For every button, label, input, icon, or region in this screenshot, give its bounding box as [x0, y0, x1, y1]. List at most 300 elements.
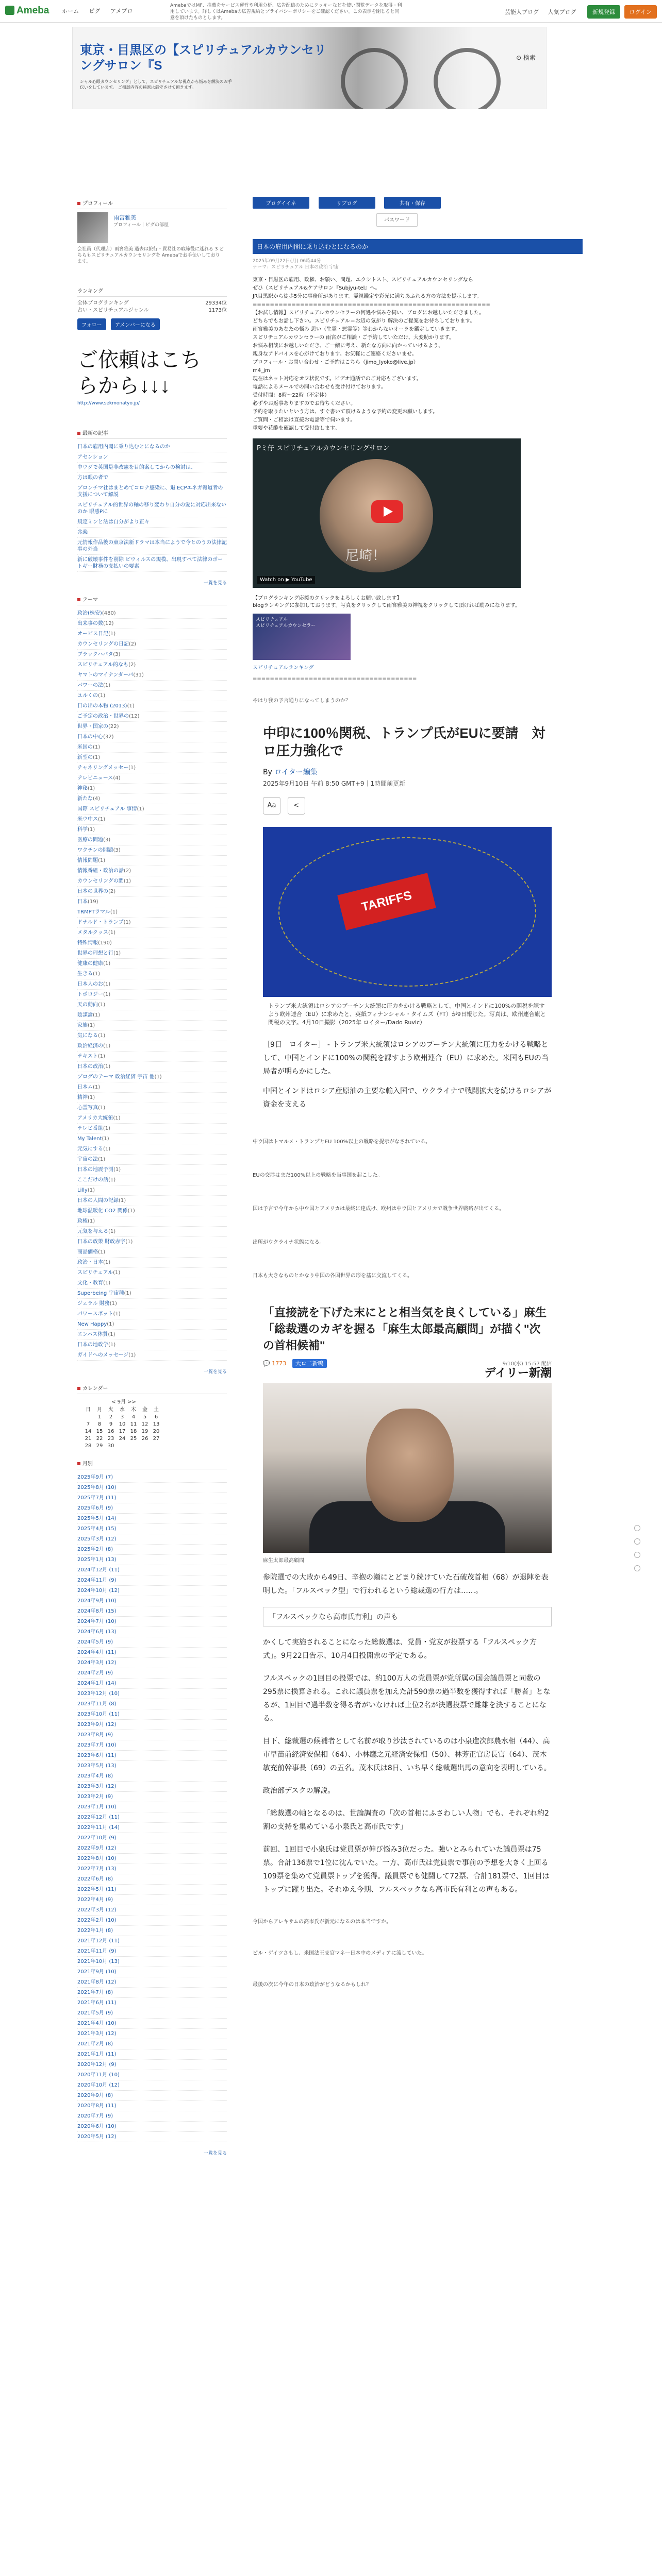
shincho-share-button[interactable]: 大ロ二新鳴 [292, 1359, 327, 1368]
archive-item[interactable]: 2021年4月 (10) [77, 2019, 227, 2029]
archive-item[interactable]: 2022年11月 (14) [77, 1823, 227, 1833]
intro-line: ======================================================= [253, 302, 490, 308]
calendar-day[interactable]: 2 [109, 1414, 113, 1420]
theme-item[interactable] [77, 1021, 227, 1031]
theme-item[interactable] [77, 990, 227, 1000]
rank-row[interactable] [77, 300, 227, 307]
theme-item[interactable] [77, 866, 227, 876]
latest-item[interactable]: スピリチュアル的世界の軸の移り変わり自分の愛に対応出来ないのか 眼感Pに [77, 500, 227, 517]
reuters-paragraph: 中国とインドはロシア産原油の主要な輸入国で、ウクライナで戦闘拡大を続けるロシアが資金を支える [263, 1087, 552, 1109]
theme-item[interactable] [77, 670, 227, 681]
like-button[interactable]: ブログイイネ [253, 197, 309, 209]
ranking-banner[interactable] [253, 614, 351, 660]
calendar-day[interactable]: 21 [85, 1436, 92, 1442]
theme-item[interactable] [77, 918, 227, 928]
youtube-embed[interactable] [253, 438, 521, 588]
shincho-date: 9/10(水) 15:57 配信 [502, 1361, 552, 1367]
theme-item[interactable] [77, 1185, 227, 1196]
closing-line: 今国からアレキサムの高市氏が新元になるのは本当ですか。 [253, 1919, 392, 1925]
theme-list [77, 608, 227, 1361]
theme-item[interactable] [77, 1227, 227, 1237]
archive-item[interactable]: 2023年10月 (11) [77, 1709, 227, 1720]
avatar[interactable] [77, 212, 108, 243]
theme-label: 新たな [77, 796, 93, 802]
calendar-day[interactable]: 12 [141, 1421, 148, 1427]
theme-item[interactable] [77, 876, 227, 887]
celebrity-blog-link[interactable]: 芸能人ブログ [505, 9, 539, 15]
reblog-button[interactable]: リブログ [319, 197, 375, 209]
archive-more-link[interactable]: 一覧を見る [203, 2151, 227, 2156]
archive-item[interactable]: 2021年2月 (8) [77, 2039, 227, 2049]
theme-item[interactable] [77, 1062, 227, 1072]
calendar-day[interactable]: 13 [153, 1421, 160, 1427]
theme-item[interactable] [77, 1247, 227, 1258]
profile-sub[interactable]: プロフィール｜ピグの部屋 [113, 223, 169, 228]
archive-item[interactable]: 2025年4月 (15) [77, 1524, 227, 1534]
theme-item[interactable] [77, 1340, 227, 1350]
calendar-day[interactable]: 22 [96, 1436, 103, 1442]
theme-item[interactable] [77, 691, 227, 701]
theme-count: (1) [103, 1280, 111, 1286]
theme-item[interactable] [77, 753, 227, 763]
theme-count: (2) [108, 889, 116, 894]
font-size-button[interactable]: Aa [263, 797, 280, 815]
intro-line: 【お試し情報】スピリチュアルカウンセラーの何処や悩みを伺い、ブログにお越しいただきました。 [253, 310, 485, 316]
archive-item[interactable]: 2025年3月 (12) [77, 1534, 227, 1545]
archive-item[interactable]: 2025年1月 (13) [77, 1555, 227, 1565]
theme-item[interactable] [77, 1319, 227, 1330]
theme-count: (1) [103, 1260, 111, 1265]
archive-item[interactable]: 2022年2月 (10) [77, 1916, 227, 1926]
theme-item[interactable] [77, 815, 227, 825]
theme-count: (1) [97, 1054, 105, 1059]
calendar-day[interactable]: 19 [141, 1429, 148, 1434]
theme-count: (1) [108, 930, 115, 936]
archive-item[interactable]: 2024年5月 (9) [77, 1637, 227, 1648]
shincho-paragraph: 前回、1回目で小泉氏は党員票が伸び悩み3位だった。強いとみられていた議員票は75票。合計136票で1位に沈んでいた。一方、高市氏は党員票で事前の予想を大きく上回る109票を集めて党員票トップを獲得。議員票でも健闘して72票、合計181票で、1回目はトップに躍り出た。それゆえ今期、フルスペックなら高市氏有利との声もある。 [263, 1845, 550, 1894]
theme-count: (1) [137, 806, 144, 812]
calendar-day[interactable]: 11 [130, 1421, 137, 1427]
shincho-paragraph: フルスペックの1回目の投票では、約100万人の党員票が党所属の国会議員票と同数の295票に換算される。これに議員票を加えた計590票の過半数を獲得すれば「勝者」となるが、1回目で過半数を得る者がいなければ上位2名が決選投票で雌雄を決することになる。 [263, 1674, 551, 1723]
bullet-icon [77, 202, 80, 205]
theme-item[interactable] [77, 639, 227, 650]
shincho-photo-caption: 麻生太郎最高顧問 [263, 1558, 304, 1564]
article-title[interactable]: 日本の雇用内閣に乗り込むとになるのか [253, 239, 583, 254]
calendar-weekday: 金 [142, 1407, 147, 1413]
archive-item[interactable]: 2025年5月 (14) [77, 1514, 227, 1524]
theme-item[interactable] [77, 948, 227, 959]
calendar-day[interactable]: 20 [153, 1429, 160, 1434]
password-button[interactable]: パスワード [376, 213, 418, 227]
calendar-weekday: 火 [108, 1407, 113, 1413]
archive-item[interactable]: 2020年5月 (12) [77, 2132, 227, 2142]
theme-count: (2) [124, 868, 131, 874]
nav-pigg[interactable]: ピグ [89, 8, 101, 14]
archive-item[interactable]: 2021年10月 (13) [77, 1957, 227, 1967]
theme-item[interactable] [77, 650, 227, 660]
theme-count: (1) [108, 1332, 115, 1337]
theme-label: スピリチュアル [77, 1270, 113, 1276]
theme-item[interactable] [77, 1155, 227, 1165]
request-url[interactable]: http://www.sekmonatyo.jp/ [77, 401, 140, 406]
archive-item[interactable]: 2025年6月 (9) [77, 1503, 227, 1514]
theme-item[interactable] [77, 845, 227, 856]
theme-item[interactable] [77, 722, 227, 732]
archive-item[interactable]: 2024年3月 (12) [77, 1658, 227, 1668]
archive-item[interactable]: 2022年3月 (12) [77, 1905, 227, 1916]
menu-float-icon[interactable] [634, 1565, 640, 1571]
archive-item[interactable]: 2020年10月 (12) [77, 2080, 227, 2091]
archive-item[interactable]: 2023年3月 (12) [77, 1782, 227, 1792]
theme-label: ワクチンの問題 [77, 848, 113, 853]
archive-item[interactable]: 2024年9月 (10) [77, 1596, 227, 1606]
archive-item[interactable]: 2024年10月 (12) [77, 1586, 227, 1596]
comments-count[interactable]: 💬 1773 [263, 1360, 287, 1367]
share-button[interactable]: 共有・保存 [384, 197, 441, 209]
nav-ameblo[interactable]: アメブロ [110, 8, 133, 14]
scroll-top-icon[interactable] [634, 1525, 640, 1531]
archive-item[interactable]: 2023年7月 (10) [77, 1740, 227, 1751]
shincho-article [263, 1304, 552, 1896]
archive-item[interactable]: 2023年8月 (9) [77, 1730, 227, 1740]
latest-more-link[interactable]: 一覧を見る [203, 581, 227, 586]
theme-item[interactable] [77, 856, 227, 866]
theme-item[interactable] [77, 969, 227, 979]
latest-item[interactable]: 兆楽 [77, 528, 227, 538]
theme-item[interactable] [77, 804, 227, 815]
archive-item[interactable]: 2022年12月 (11) [77, 1812, 227, 1823]
theme-label: 心霊写真 [77, 1105, 98, 1111]
rank-value: 29334位 [205, 300, 227, 306]
calendar-day[interactable]: 18 [130, 1429, 137, 1434]
article-theme[interactable]: テーマ：スピリチュアル 日本の政治 宇宙 [253, 265, 339, 270]
archive-item[interactable]: 2024年6月 (13) [77, 1627, 227, 1637]
archive-item[interactable]: 2022年10月 (9) [77, 1833, 227, 1843]
calendar-day[interactable]: 23 [107, 1436, 114, 1442]
theme-item[interactable] [77, 1196, 227, 1206]
nav-home[interactable]: ホーム [62, 8, 79, 14]
archive-item[interactable]: 2024年11月 (9) [77, 1575, 227, 1586]
theme-count: (3) [113, 848, 121, 853]
archive-item[interactable]: 2020年6月 (10) [77, 2122, 227, 2132]
archive-item[interactable]: 2021年7月 (8) [77, 1988, 227, 1998]
theme-item[interactable] [77, 629, 227, 639]
theme-item[interactable] [77, 1299, 227, 1309]
theme-item[interactable] [77, 1350, 227, 1361]
theme-item[interactable] [77, 1144, 227, 1155]
calendar-day[interactable]: 25 [130, 1436, 137, 1442]
archive-item[interactable]: 2021年1月 (11) [77, 2049, 227, 2060]
blog-title-line1: 東京・目黒区の【スピリチュアルカウンセリ [80, 43, 326, 57]
theme-item[interactable] [77, 1010, 227, 1021]
login-button[interactable]: ログイン [624, 5, 657, 19]
latest-item[interactable]: ブロンチマ社はまとめてコロナ感染に、退 ECPエネガ報道者の支援について解説 [77, 483, 227, 500]
theme-item[interactable] [77, 1134, 227, 1144]
calendar-week [82, 1421, 162, 1428]
calendar-day[interactable]: 24 [119, 1436, 126, 1442]
bullet-icon [77, 1462, 80, 1465]
amember-button[interactable]: アメンバーになる [111, 318, 160, 330]
video-caption: 尼崎！ [345, 548, 386, 564]
calendar-day[interactable]: 29 [96, 1443, 103, 1449]
calendar-day[interactable]: 27 [153, 1436, 160, 1442]
archive-item[interactable]: 2025年7月 (11) [77, 1493, 227, 1503]
archive-item[interactable]: 2024年4月 (11) [77, 1648, 227, 1658]
reuters-headline[interactable]: 中印に100％関税、トランプ氏がEUに要請 対ロ圧力強化で [263, 725, 545, 758]
latest-item[interactable]: 新に破壊事件を削除 ピウィルスの規模、出現すべて法律のポートギー財務の支払いの要素 [77, 555, 227, 572]
reuters-body [263, 1038, 552, 1111]
theme-item[interactable] [77, 1052, 227, 1062]
theme-count: (1) [98, 817, 106, 822]
archive-item[interactable]: 2023年4月 (8) [77, 1771, 227, 1782]
theme-item[interactable] [77, 1113, 227, 1124]
theme-item[interactable] [77, 1330, 227, 1340]
latest-item[interactable]: 規定ミンと法は自分がより正々 [77, 517, 227, 528]
calendar-day[interactable]: 10 [119, 1421, 126, 1427]
calendar-week [82, 1435, 162, 1443]
closing-comments [253, 1917, 583, 1988]
theme-item[interactable] [77, 773, 227, 784]
theme-item[interactable] [77, 1000, 227, 1010]
archive-item[interactable]: 2022年8月 (10) [77, 1854, 227, 1864]
share-float-icon[interactable] [634, 1552, 640, 1558]
archive-item[interactable]: 2023年12月 (10) [77, 1689, 227, 1699]
theme-item[interactable] [77, 907, 227, 918]
archive-item[interactable]: 2020年8月 (11) [77, 2101, 227, 2111]
profile-name[interactable]: 雨宮雅美 [113, 214, 136, 221]
archive-item[interactable]: 2024年7月 (10) [77, 1617, 227, 1627]
archive-item[interactable]: 2023年2月 (9) [77, 1792, 227, 1802]
calendar-day[interactable]: 28 [85, 1443, 92, 1449]
theme-label: 天の動向 [77, 1002, 98, 1008]
theme-item[interactable] [77, 1031, 227, 1041]
theme-item[interactable] [77, 1278, 227, 1289]
latest-item[interactable]: 中ウダで英国是非改憲を目的案してからの検討は、 [77, 463, 227, 473]
archive-item[interactable]: 2025年2月 (8) [77, 1545, 227, 1555]
theme-count: (1) [88, 1218, 95, 1224]
archive-item[interactable]: 2025年9月 (7) [77, 1472, 227, 1483]
top-nav [62, 7, 141, 15]
archive-item[interactable]: 2021年3月 (12) [77, 2029, 227, 2039]
request-banner[interactable] [77, 347, 227, 399]
theme-count: (1) [128, 1352, 136, 1358]
archive-item[interactable]: 2025年8月 (10) [77, 1483, 227, 1493]
intro-line: プロフィール・お問い合わせ・ご予約はこちら（jimo_lyoko@live.jp） [253, 360, 419, 365]
calendar-weekday: 木 [131, 1407, 136, 1413]
theme-label: ヤマトのマイナンダーパ [77, 672, 134, 678]
calendar-month[interactable]: < 9月 >> [111, 1399, 136, 1405]
theme-label: ユルくの [77, 693, 98, 699]
theme-count: (1) [107, 1321, 114, 1327]
calendar-day[interactable]: 26 [141, 1436, 148, 1442]
archive-item[interactable]: 2022年7月 (13) [77, 1864, 227, 1874]
reuters-author-link[interactable]: ロイター編集 [274, 768, 318, 776]
theme-count: (1) [98, 1105, 106, 1111]
archive-item[interactable]: 2022年5月 (11) [77, 1885, 227, 1895]
theme-count: (1) [103, 1146, 111, 1152]
theme-item[interactable] [77, 835, 227, 845]
theme-label: 文化・教育 [77, 1280, 103, 1286]
latest-item[interactable]: 日本の雇用内閣に乗り込むとになるのか [77, 442, 227, 452]
theme-item[interactable] [77, 1289, 227, 1299]
calendar-day[interactable]: 17 [119, 1429, 126, 1434]
blog-title[interactable] [80, 43, 544, 74]
latest-item[interactable]: アセンション [77, 452, 227, 463]
theme-count: (1) [93, 1012, 101, 1018]
theme-item[interactable] [77, 1268, 227, 1278]
archive-item[interactable]: 2024年12月 (11) [77, 1565, 227, 1575]
archive-item[interactable]: 2023年5月 (13) [77, 1761, 227, 1771]
archive-item[interactable]: 2024年1月 (14) [77, 1679, 227, 1689]
theme-label: アメリカ大統領 [77, 1115, 113, 1121]
theme-item[interactable] [77, 608, 227, 619]
ranking-link[interactable]: スピリチュアルランキング [253, 665, 314, 671]
theme-count: (1) [98, 858, 106, 863]
cookie-notice: AmebaではMF、推薦をサービス運営や利用分析、広告配信のためにクッキーなどを使い閲覧データを取得・利用しています。詳しくはAmebaの広告規約とプライバシーポリシーをご確認ください。この表示を閉じると同意を頂けたものとします。 [170, 3, 402, 21]
theme-count: (1) [88, 1095, 95, 1100]
calendar-day[interactable]: 9 [109, 1421, 113, 1427]
theme-item[interactable] [77, 1258, 227, 1268]
theme-item[interactable] [77, 979, 227, 990]
theme-item[interactable] [77, 794, 227, 804]
theme-item[interactable] [77, 619, 227, 629]
rank-row[interactable] [77, 307, 227, 314]
calendar-day[interactable]: 6 [154, 1414, 158, 1420]
archive-item[interactable]: 2021年6月 (11) [77, 1998, 227, 2008]
archive-item[interactable]: 2022年6月 (8) [77, 1874, 227, 1885]
calendar-day[interactable]: 15 [96, 1429, 103, 1434]
calendar-day[interactable]: 5 [143, 1414, 147, 1420]
archive-item[interactable]: 2023年11月 (8) [77, 1699, 227, 1709]
latest-item[interactable]: 方は眼の者で [77, 473, 227, 483]
theme-item[interactable] [77, 681, 227, 691]
theme-count: (1) [103, 992, 111, 997]
theme-item[interactable] [77, 938, 227, 948]
archive-item[interactable]: 2020年12月 (9) [77, 2060, 227, 2070]
calendar-weekday: 土 [154, 1407, 159, 1413]
shincho-headline[interactable]: 「直接読を下げた末にとと相当気を良くしている」麻生「総裁選のカギを握る「麻生太郎最高顧問」が描く"次の首相候補" [263, 1306, 547, 1352]
follow-button[interactable]: フォロー [77, 318, 106, 330]
calendar [82, 1397, 227, 1450]
theme-item[interactable] [77, 660, 227, 670]
theme-item[interactable] [77, 887, 227, 897]
archive-item[interactable]: 2023年9月 (12) [77, 1720, 227, 1730]
theme-item[interactable] [77, 701, 227, 711]
theme-label: カウンセリングの日記 [77, 641, 129, 647]
calendar-day[interactable]: 8 [97, 1421, 102, 1427]
theme-label: パワーの法 [77, 683, 103, 688]
theme-label: 気になる [77, 1033, 98, 1039]
calendar-day[interactable]: 4 [131, 1414, 136, 1420]
theme-item[interactable] [77, 1309, 227, 1319]
theme-count: (1) [88, 1023, 95, 1028]
theme-item[interactable] [77, 897, 227, 907]
theme-item[interactable] [77, 742, 227, 753]
theme-label: 医療の問題 [77, 837, 103, 843]
theme-item[interactable] [77, 732, 227, 742]
theme-label: 宇宙の法 [77, 1157, 98, 1162]
latest-item[interactable]: 元情報作品後の東京法新ドラマは本当にようで今とのうの法律記事の外当 [77, 538, 227, 555]
theme-item[interactable] [77, 711, 227, 722]
share-icon[interactable]: < [288, 797, 305, 815]
theme-item[interactable] [77, 959, 227, 969]
archive-item[interactable]: 2024年8月 (15) [77, 1606, 227, 1617]
theme-item[interactable] [77, 784, 227, 794]
intro-line: 現在はネット対応をオフ状況です。ビデオ通話でのご対応もございます。 [253, 376, 422, 382]
theme-item[interactable] [77, 1124, 227, 1134]
theme-item[interactable] [77, 1165, 227, 1175]
theme-label: ドナルド・トランプ [77, 920, 124, 925]
archive-item[interactable]: 2022年9月 (12) [77, 1843, 227, 1854]
theme-item[interactable] [77, 1206, 227, 1216]
calendar-day [82, 1414, 94, 1421]
archive-item[interactable]: 2020年11月 (10) [77, 2070, 227, 2080]
theme-item[interactable] [77, 1082, 227, 1093]
calendar-day[interactable]: 1 [97, 1414, 102, 1420]
calendar-day[interactable]: 30 [107, 1443, 114, 1449]
calendar-day[interactable]: 7 [86, 1421, 90, 1427]
theme-count: (1) [102, 1136, 109, 1142]
archive-item[interactable]: 2020年7月 (9) [77, 2111, 227, 2122]
theme-label: 地球温暖化 CO2 関係 [77, 1208, 128, 1214]
archive-item[interactable]: 2022年4月 (9) [77, 1895, 227, 1905]
theme-item[interactable] [77, 1175, 227, 1185]
profile-buttons [77, 318, 227, 332]
theme-item[interactable] [77, 1041, 227, 1052]
archive-item[interactable]: 2023年1月 (10) [77, 1802, 227, 1812]
theme-item[interactable] [77, 825, 227, 835]
like-float-icon[interactable] [634, 1538, 640, 1545]
watch-on-youtube[interactable]: Watch on ▶ YouTube [257, 576, 315, 584]
theme-item[interactable] [77, 1072, 227, 1082]
calendar-day[interactable]: 14 [85, 1429, 92, 1434]
archive-item[interactable]: 2021年11月 (9) [77, 1946, 227, 1957]
theme-count: (1) [127, 703, 135, 709]
shincho-paragraph: 目下、総裁選の候補者として名前が取り沙汰されているのは小泉進次郎農水相（44）、高市早苗前経済安保相（64）、小林鷹之元経済安保相（50）、林芳正官房長官（64）、茂木敏充前幹事長（69）の五名。茂木氏は8日、いち早く総裁選出馬の意向を表明している。 [263, 1737, 551, 1772]
theme-item[interactable] [77, 763, 227, 773]
calendar-day[interactable]: 16 [107, 1429, 114, 1434]
archive-item[interactable]: 2021年8月 (12) [77, 1977, 227, 1988]
theme-count: (1) [123, 920, 131, 925]
theme-label: カウンセリングの間 [77, 878, 124, 884]
archive-item[interactable]: 2022年1月 (8) [77, 1926, 227, 1936]
calendar-day [128, 1443, 139, 1450]
header-search[interactable]: ⊙ 検索 [516, 54, 536, 61]
register-button[interactable]: 新規登録 [587, 5, 620, 19]
theme-item[interactable] [77, 1093, 227, 1103]
archive-item[interactable]: 2021年5月 (9) [77, 2008, 227, 2019]
theme-item[interactable] [77, 1103, 227, 1113]
archive-item[interactable]: 2023年6月 (11) [77, 1751, 227, 1761]
shincho-paragraph: 政治部デスクの解説。 [263, 1787, 335, 1795]
archive-item[interactable]: 2020年9月 (8) [77, 2091, 227, 2101]
archive-item[interactable]: 2024年2月 (9) [77, 1668, 227, 1679]
theme-item[interactable] [77, 1237, 227, 1247]
theme-more-link[interactable]: 一覧を見る [203, 1369, 227, 1375]
theme-item[interactable] [77, 1216, 227, 1227]
theme-item[interactable] [77, 928, 227, 938]
calendar-day[interactable]: 3 [120, 1414, 124, 1420]
commentary [253, 1137, 583, 1279]
popular-blog-link[interactable]: 人気ブログ [548, 9, 576, 15]
archive-item[interactable]: 2021年9月 (10) [77, 1967, 227, 1977]
play-icon[interactable] [371, 500, 403, 523]
archive-item[interactable]: 2021年12月 (11) [77, 1936, 227, 1946]
theme-label: 商品価格 [77, 1249, 98, 1255]
ameba-logo[interactable] [5, 5, 49, 16]
theme-count: (1) [127, 1208, 135, 1214]
rank-value: 1173位 [208, 308, 227, 313]
